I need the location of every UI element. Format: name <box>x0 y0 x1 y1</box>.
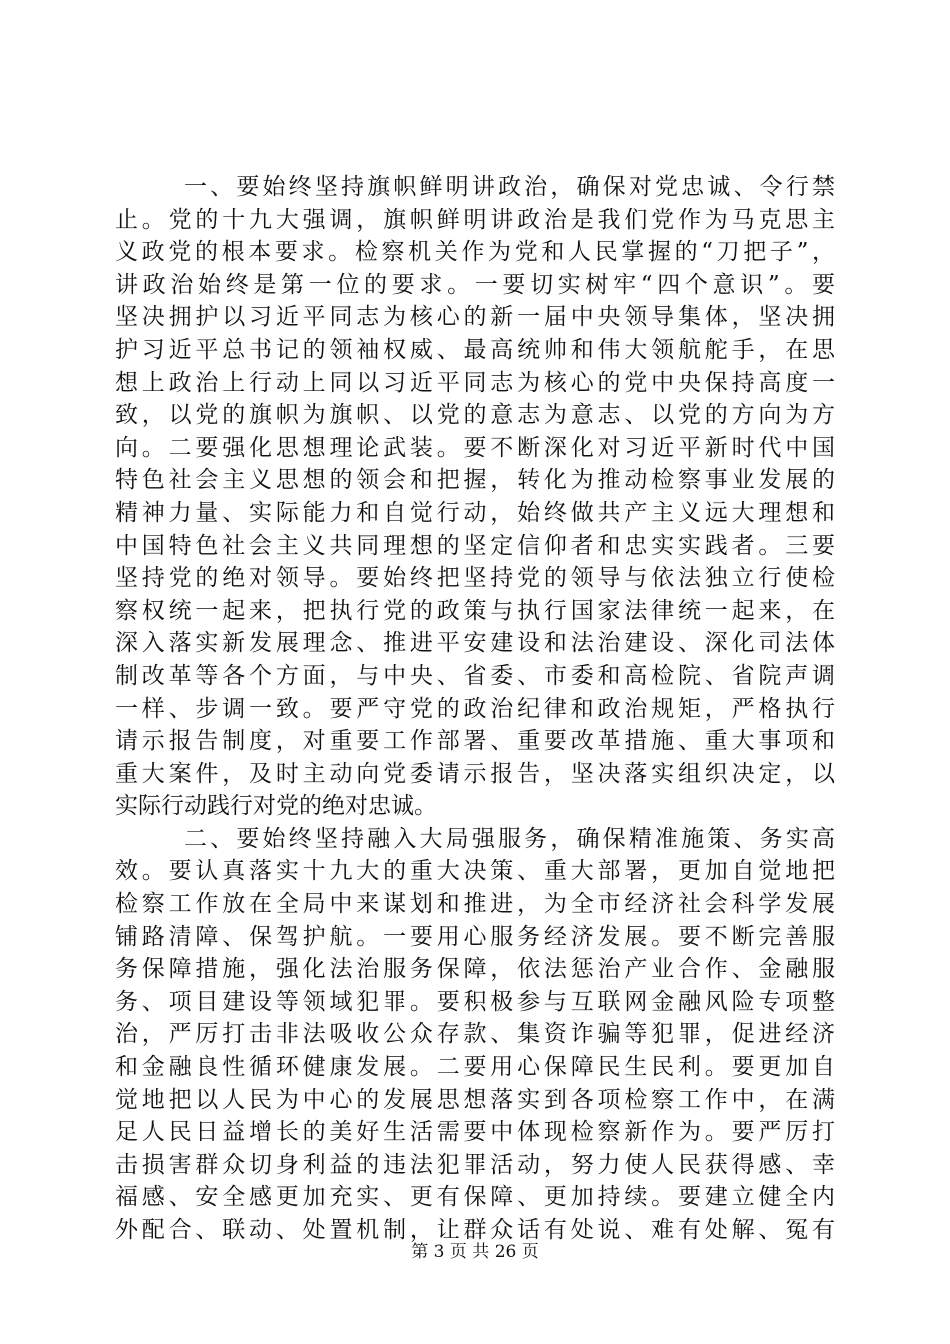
text-line: 讲政治始终是第一位的要求。一要切实树牢“四个意识”。要 <box>115 271 835 298</box>
text-line: 坚持党的绝对领导。要始终把坚持党的领导与依法独立行使检 <box>115 565 835 592</box>
text-line: 击损害群众切身利益的违法犯罪活动，努力使人民获得感、幸 <box>115 1151 835 1178</box>
text-line: 坚决拥护以习近平同志为核心的新一届中央领导集体，坚决拥 <box>115 304 835 331</box>
body-text <box>115 171 835 1247</box>
text-line: 想上政治上行动上同以习近平同志为核心的党中央保持高度一 <box>115 369 835 396</box>
text-line: 二、要始终坚持融入大局强服务，确保精准施策、务实高 <box>184 825 835 852</box>
text-line: 一样、步调一致。要严守党的政治纪律和政治规矩，严格执行 <box>115 695 835 722</box>
text-line: 务保障措施，强化法治服务保障，依法惩治产业合作、金融服 <box>115 956 835 983</box>
text-line: 足人民日益增长的美好生活需要中体现检察新作为。要严厉打 <box>115 1119 835 1146</box>
text-line: 请示报告制度，对重要工作部署、重要改革措施、重大事项和 <box>115 728 835 755</box>
text-line: 制改革等各个方面，与中央、省委、市委和高检院、省院声调 <box>115 662 835 689</box>
text-line: 外配合、联动、处置机制，让群众话有处说、难有处解、冤有 <box>115 1217 835 1243</box>
text-line: 深入落实新发展理念、推进平安建设和法治建设、深化司法体 <box>115 630 835 657</box>
text-line: 察权统一起来，把执行党的政策与执行国家法律统一起来，在 <box>115 597 835 624</box>
text-line: 特色社会主义思想的领会和把握，转化为推动检察事业发展的 <box>115 467 835 494</box>
text-line: 致，以党的旗帜为旗帜、以党的意志为意志、以党的方向为方 <box>115 402 835 429</box>
text-line: 铺路清障、保驾护航。一要用心服务经济发展。要不断完善服 <box>115 923 835 950</box>
text-line: 中国特色社会主义共同理想的坚定信仰者和忠实实践者。三要 <box>115 532 835 559</box>
text-line: 实际行动践行对党的绝对忠诚。 <box>115 793 437 820</box>
text-line: 福感、安全感更加充实、更有保障、更加持续。要建立健全内 <box>115 1184 835 1211</box>
text-line: 治，严厉打击非法吸收公众存款、集资诈骗等犯罪，促进经济 <box>115 1021 835 1048</box>
text-line: 精神力量、实际能力和自觉行动，始终做共产主义远大理想和 <box>115 499 835 526</box>
text-line: 觉地把以人民为中心的发展思想落实到各项检察工作中，在满 <box>115 1086 835 1113</box>
text-line: 义政党的根本要求。检察机关作为党和人民掌握的“刀把子”， <box>115 239 835 266</box>
page-footer: 第 3 页 共 26 页 <box>411 1242 539 1262</box>
text-line: 效。要认真落实十九大的重大决策、重大部署，更加自觉地把 <box>115 858 835 885</box>
text-line: 止。党的十九大强调，旗帜鲜明讲政治是我们党作为马克思主 <box>115 206 835 233</box>
text-line: 和金融良性循环健康发展。二要用心保障民生民利。要更加自 <box>115 1054 835 1081</box>
text-line: 护习近平总书记的领袖权威、最高统帅和伟大领航舵手，在思 <box>115 336 835 363</box>
text-line: 重大案件，及时主动向党委请示报告，坚决落实组织决定，以 <box>115 760 835 787</box>
text-line: 向。二要强化思想理论武装。要不断深化对习近平新时代中国 <box>115 434 835 461</box>
text-line: 务、项目建设等领域犯罪。要积极参与互联网金融风险专项整 <box>115 988 835 1015</box>
text-line: 一、要始终坚持旗帜鲜明讲政治，确保对党忠诚、令行禁 <box>184 174 835 200</box>
text-line: 检察工作放在全局中来谋划和推进，为全市经济社会科学发展 <box>115 891 835 918</box>
